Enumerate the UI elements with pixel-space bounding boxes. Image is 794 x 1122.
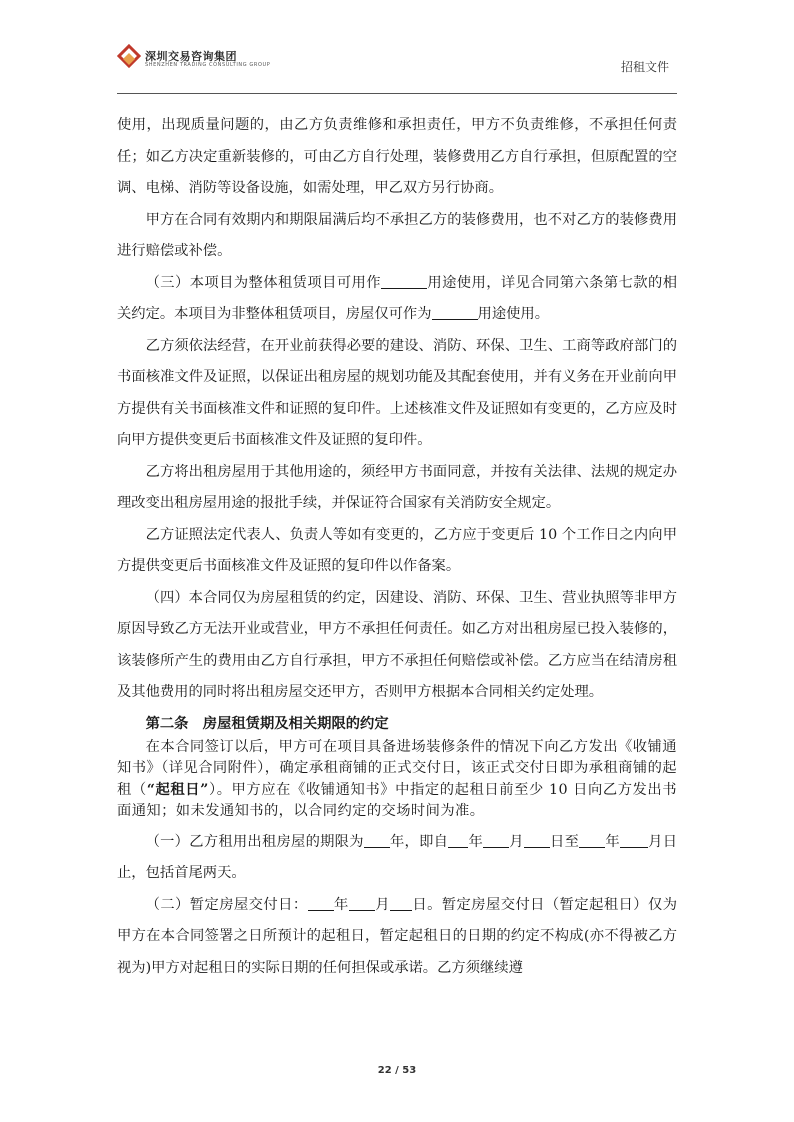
paragraph: （四）本合同仅为房屋租赁的约定，因建设、消防、环保、卫生、营业执照等非甲方原因导致乙方无法开业或营业，甲方不承担任何责任。如乙方对出租房屋已投入装修的，该装修所产生的费用由乙方自行承担，甲方不承担任何赔偿或补偿。乙方应当在结清房租及其他费用的同时将出租房屋交还甲方，否则甲方根据本合同相关约定处理。 [117,589,677,700]
paragraph: 使用，出现质量问题的，由乙方负责维修和承担责任，甲方不负责维修，不承担任何责任；如乙方决定重新装修的，可由乙方自行处理，装修费用乙方自行承担，但原配置的空调、电梯、消防等设备设施，如需处理，甲乙双方另行协商。 [117,117,677,196]
company-name-english: SHENZHEN TRADING CONSULTING GROUP [145,62,271,68]
paragraph: 在本合同签订以后，甲方可在项目具备进场装修条件的情况下向乙方发出《收铺通知书》（详见合同附件），确定承租商铺的正式交付日，该正式交付日即为承租商铺的起租（“起租日”）。甲方应在《收铺通知书》中指定的起租日前至少 10 日向乙方发出书面通知；如未发通知书的，以合同约定的交场时间为准。 [117,738,677,819]
document-type: 招租文件 [620,60,669,74]
usage-blank [432,305,478,320]
paragraph-lease-term: （一）乙方租用出租房屋的期限为 年，即自 年 月 日至 年 月日止，包括首尾两天。 [117,833,678,881]
company-logo-icon [117,44,141,72]
paragraph: 乙方将出租房屋用于其他用途的，须经甲方书面同意，并按有关法律、法规的规定办理改变出租房屋用途的报批手续，并保证符合国家有关消防安全规定。 [117,463,677,511]
usage-blank [381,274,427,289]
paragraph-usage: （三）本项目为整体租赁项目可用作 用途使用，详见合同第六条第七款的相关约定。本项目为非整体租赁项目，房屋仅可作为 用途使用。 [117,274,678,322]
paragraph-handover-date: （二）暂定房屋交付日： 年 月 日。暂定房屋交付日（暂定起租日）仅为甲方在本合同签署之日所预计的起租日，暂定起租日的日期的约定不构成(亦不得被乙方视为)甲方对起租日的实际日期的任何担保或承诺。乙方须继续遵 [117,896,678,976]
page-header [117,44,677,96]
paragraph: 甲方在合同有效期内和期限届满后均不承担乙方的装修费用，也不对乙方的装修费用进行赔偿或补偿。 [117,211,677,259]
section-heading: 第二条 房屋租赁期及相关期限的约定 [145,715,389,732]
paragraph: 乙方证照法定代表人、负责人等如有变更的，乙方应于变更后 10 个工作日之内向甲方提供变更后书面核准文件及证照的复印件以作备案。 [117,526,677,574]
page-number: 22 / 53 [377,1065,417,1076]
paragraph: 乙方须依法经营，在开业前获得必要的建设、消防、环保、卫生、工商等政府部门的书面核准文件及证照，以保证出租房屋的规划功能及其配套使用，并有义务在开业前向甲方提供有关书面核准文件和证照的复印件。上述核准文件及证照如有变更的，乙方应及时向甲方提供变更后书面核准文件及证照的复印件。 [117,337,677,448]
document-body [117,110,677,984]
company-name: 深圳交易咨询集团 [145,50,237,63]
header-divider [117,93,677,94]
